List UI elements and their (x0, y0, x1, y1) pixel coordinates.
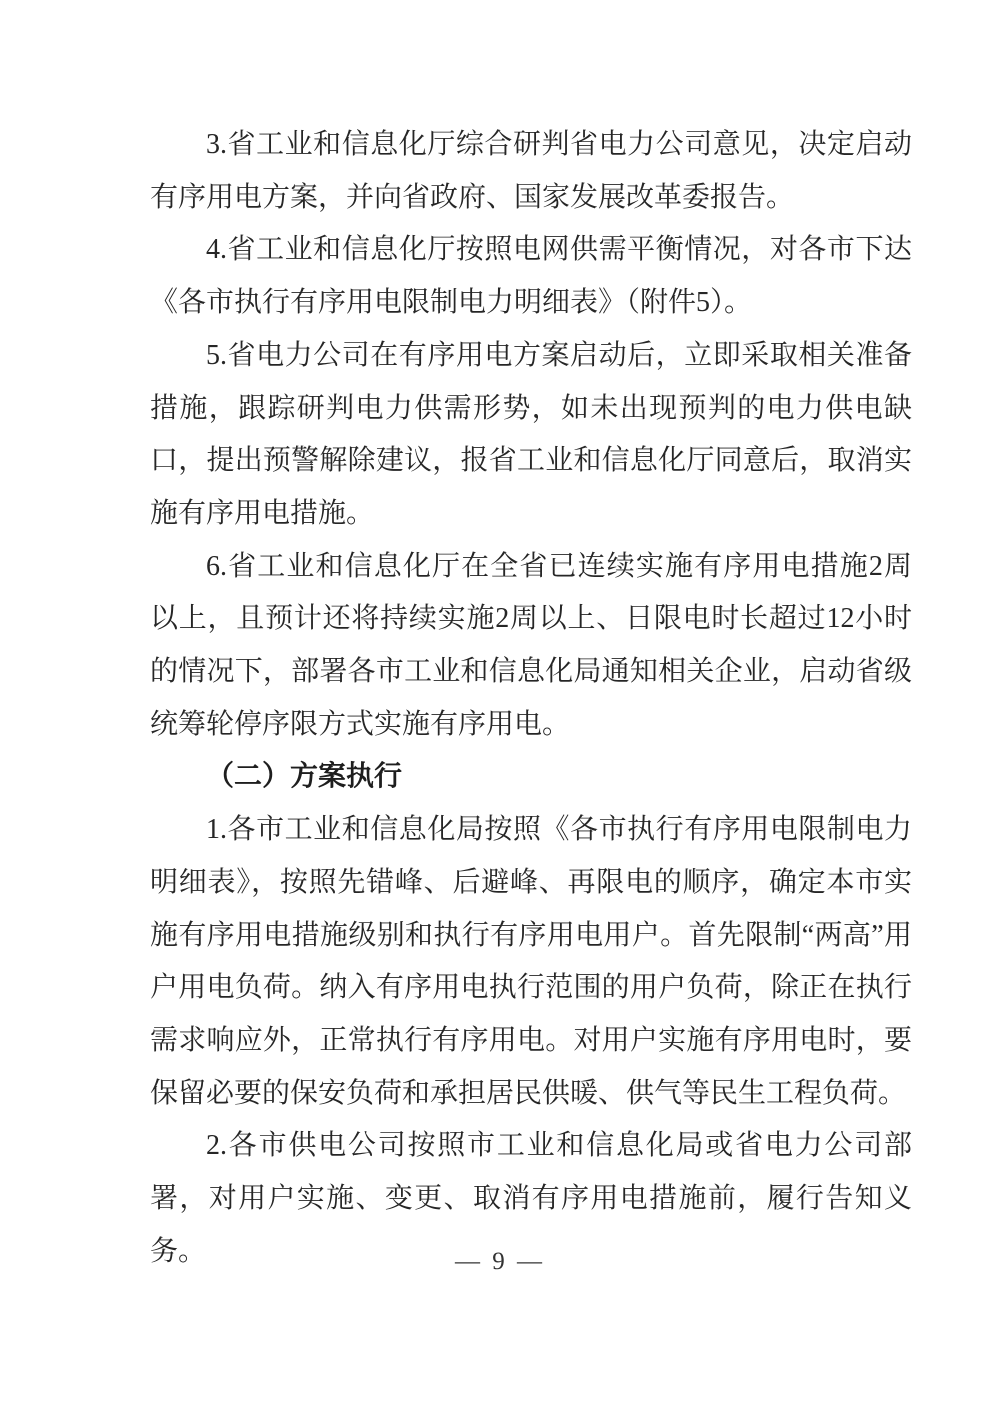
paragraph-item-5: 5.省电力公司在有序用电方案启动后，立即采取相关准备措施，跟踪研判电力供需形势，如未出现预判的电力供电缺口，提出预警解除建议，报省工业和信息化厅同意后，取消实施有序用电措施。 (150, 339, 912, 529)
page-number: — 9 — (455, 1248, 545, 1275)
paragraph-item-4: 4.省工业和信息化厅按照电网供需平衡情况，对各市下达《各市执行有序用电限制电力明细表》（附件5）。 (150, 234, 912, 319)
paragraph-item-6: 6.省工业和信息化厅在全省已连续实施有序用电措施2周以上，且预计还将持续实施2周以上、日限电时长超过12小时的情况下，部署各市工业和信息化局通知相关企业，启动省级统筹轮停序限方式实施有序用电。 (150, 550, 912, 740)
paragraph-item-3: 3.省工业和信息化厅综合研判省电力公司意见，决定启动有序用电方案，并向省政府、国家发展改革委报告。 (150, 129, 912, 213)
paragraph-item-2: 2.各市供电公司按照市工业和信息化局或省电力公司部署，对用户实施、变更、取消有序用电措施前，履行告知义务。 (150, 1130, 912, 1267)
section-heading-plan-execution: （二）方案执行 (206, 761, 403, 793)
paragraph-item-1: 1.各市工业和信息化局按照《各市执行有序用电限制电力明细表》，按照先错峰、后避峰、再限电的顺序，确定本市实施有序用电措施级别和执行有序用电用户。首先限制“两高”用户用电负荷。纳入有序用电执行范围的用户负荷，除正在执行需求响应外，正常执行有序用电。对用户实施有序用电时，要保留必要的保安负荷和承担居民供暖、供气等民生工程负荷。 (150, 814, 912, 1109)
document-body (150, 119, 912, 1278)
